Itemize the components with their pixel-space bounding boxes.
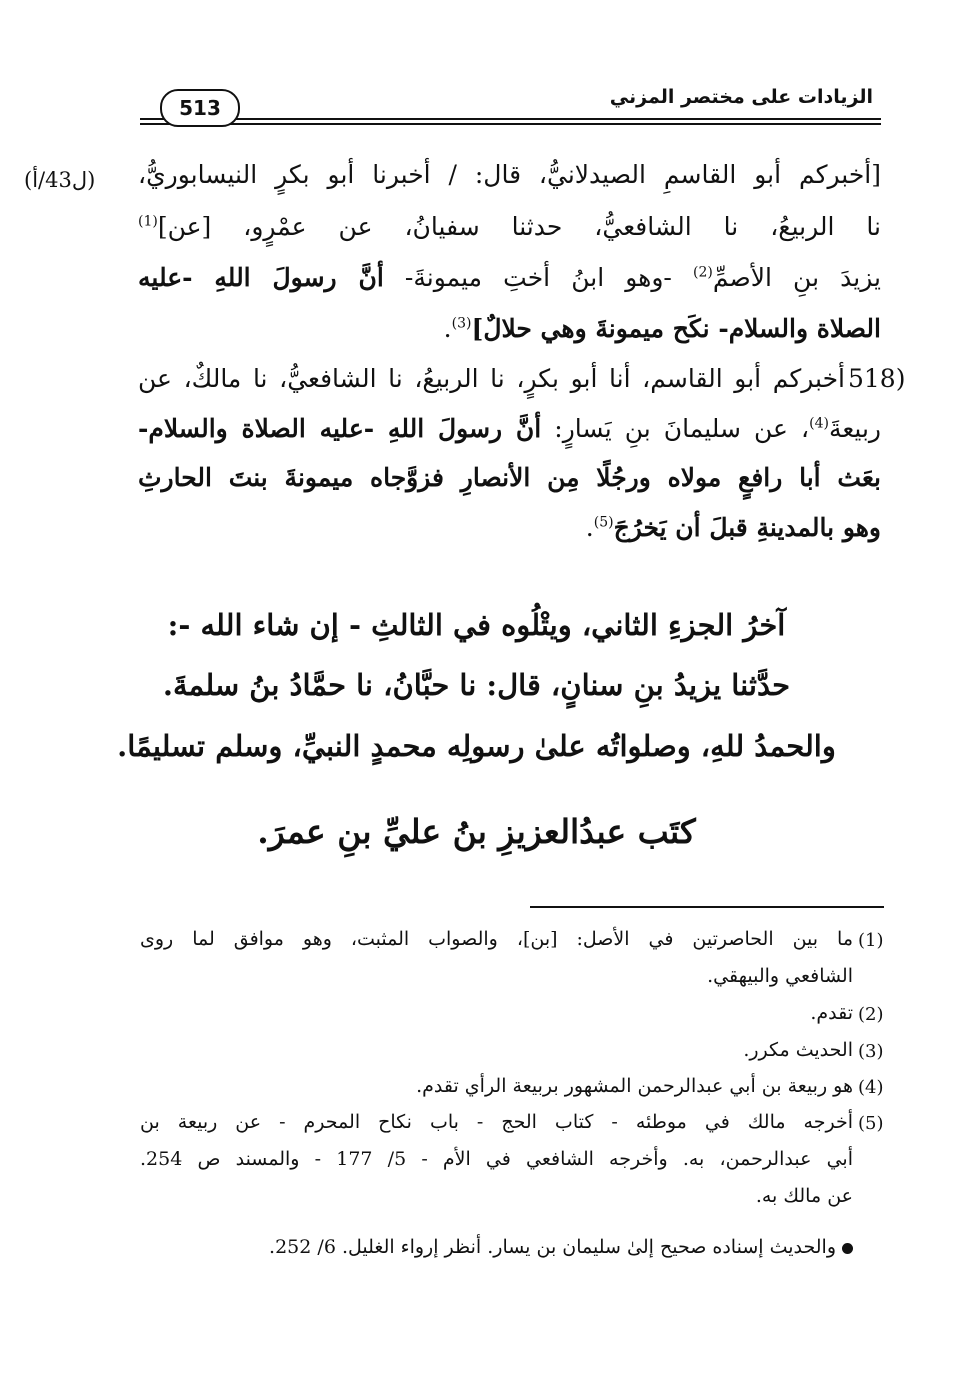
hadith-518-line-2 (138, 414, 881, 443)
footnote-4-line-1: هو ربيعة بن أبي عبدالرحمن المشهور بربيعة الرأي تقدم. (416, 1075, 853, 1097)
hadith-517-line-4-end: . (443, 314, 452, 343)
header-rule-bottom (140, 123, 881, 125)
hadith-518-line-2-mid: ، عن سليمانَ بنِ يَسارٍ: (541, 414, 810, 443)
hadith-518-line-2-pre: ربيعةَ (828, 414, 881, 443)
footnote-1-number: (1) (858, 930, 884, 951)
footnote-separator (530, 906, 884, 908)
hadith-518-line-3: بعَث أبا رافعٍ مولاه ورجُلًا مِن الأنصارِ فزوَّجاه ميمونةَ بنتَ الحارثِ (138, 463, 881, 492)
bullet-icon (842, 1243, 853, 1254)
takhrij-note (269, 1236, 853, 1258)
footnote-ref-1: (1) (138, 213, 158, 230)
footnote-1-line-1: ما بين الحاصرتين في الأصل: [بن]، والصواب المثبت، وهو موافق لما روى (140, 928, 853, 950)
colophon-line-3: والحمدُ للهِ، وصلواتُه علىٰ رسولِه محمدٍ النبيِّ، وسلم تسليمًا. (117, 729, 836, 763)
colophon-line-2: حدَّثنا يزيدُ بنِ سنانٍ، قال: نا حبَّانُ، نا حمَّادُ بنُ سلمةَ. (162, 668, 791, 702)
footnote-ref-5: (5) (593, 514, 614, 531)
footnote-2-number: (2) (858, 1004, 884, 1025)
hadith-518-line-4 (586, 513, 881, 542)
footnote-5-line-2: أبي عبدالرحمن، به. وأخرجه الشافعي في الأم - 5/ 177 - والمسند ص 254. (140, 1148, 853, 1170)
hadith-517-line-2 (138, 212, 881, 241)
hadith-518-line-1: أخبركم أبو القاسم، أنا أبو بكرٍ، نا الربيعُ، نا الشافعيُّ، نا مالكٌ، عن (138, 364, 845, 393)
hadith-518-line-4-end: . (585, 513, 594, 542)
hadith-517-line-3-mid: -وهو ابنُ أختِ ميمونةَ- (383, 263, 693, 292)
hadith-517-line-1: [أخبركم أبو القاسمِ الصيدلانيُّ، قال: / أخبرنا أبو بكرٍ النيسابوريُّ، (138, 160, 881, 189)
footnote-5-line-1: أخرجه مالك في موطئه - كتاب الحج - باب نكاح المحرم - عن ربيعة بن (140, 1111, 853, 1133)
hadith-517-line-4 (444, 314, 881, 343)
footnote-1-line-2: الشافعي والبيهقي. (707, 965, 853, 987)
hadith-517-line-4-matn: الصلاة والسلام- نكَح ميمونةَ وهي حلالٌ] (471, 314, 881, 343)
page-number: 513 (160, 89, 240, 127)
takhrij-note-text: والحديث إسناده صحيح إلىٰ سليمان بن يسار. أنظر إرواء الغليل. 6/ 252. (269, 1236, 836, 1258)
hadith-518-number: 518) (848, 364, 906, 393)
running-title: الزيادات على مختصر المزني (609, 86, 873, 108)
footnote-3-line-1: الحديث مكرر. (743, 1039, 853, 1061)
hadith-518-line-4-matn: وهو بالمدينةِ قبلَ أن يَخرُجَ (613, 513, 881, 542)
colophon-line-1: آخرُ الجزءِ الثاني، ويتْلُوه في الثالثِ - إن شاء الله -: (167, 608, 786, 642)
footnote-2-line-1: تقدم. (810, 1002, 853, 1024)
hadith-517-line-2-text: نا الربيعُ، نا الشافعيُّ، حدثنا سفيانُ، عن عمْرٍو، [عن] (157, 212, 881, 241)
footnote-5-number: (5) (858, 1113, 884, 1134)
hadith-518-line-2-matn: أنَّ رسولَ اللهِ -عليه الصلاة والسلام- (138, 414, 542, 443)
header-rule-top (140, 118, 881, 120)
footnote-4-number: (4) (858, 1077, 884, 1098)
hadith-517-line-3-pre: يزيدَ بنِ الأصمِّ (712, 263, 881, 292)
colophon-scribe-line: كتَب عبدُالعزيزِ بنُ عليِّ بنِ عمرَ. (257, 812, 696, 851)
hadith-517-line-3 (138, 263, 881, 292)
footnote-ref-3: (3) (451, 315, 472, 332)
hadith-517-line-3-matn: أنَّ رسولَ اللهِ -عليه (138, 263, 384, 292)
manuscript-folio-ref: (ل43/أ) (24, 168, 96, 192)
footnote-5-line-3: عن مالك به. (755, 1185, 853, 1207)
footnote-3-number: (3) (858, 1041, 884, 1062)
footnote-ref-4: (4) (809, 415, 829, 432)
footnote-ref-2: (2) (693, 264, 713, 281)
